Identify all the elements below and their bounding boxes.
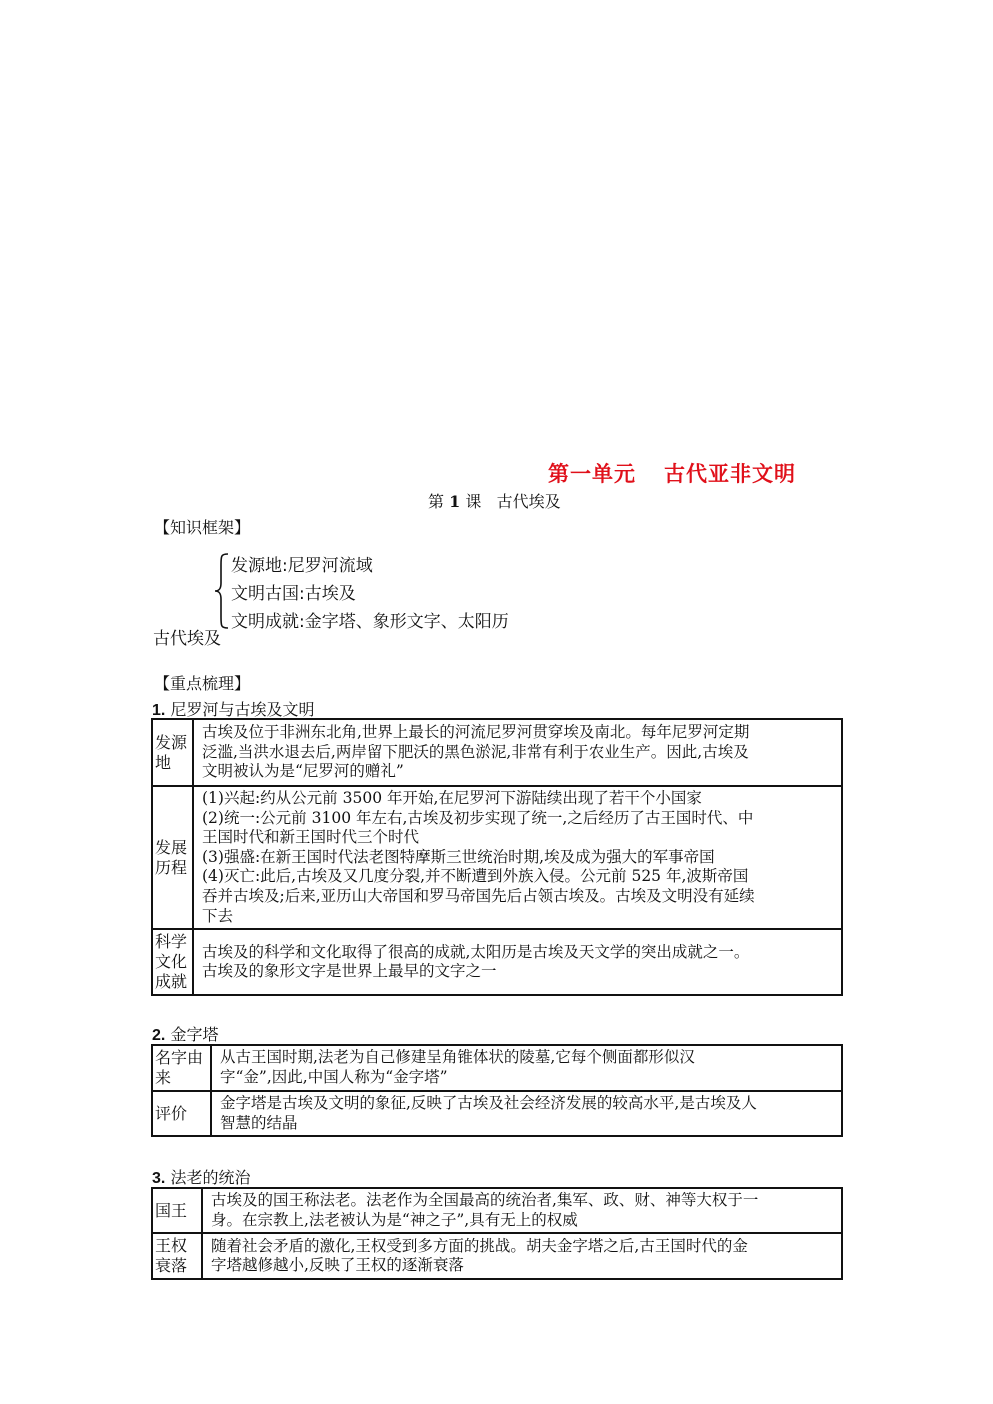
content-line: (1)兴起:约从公元前 3500 年开始,在尼罗河下游陆续出现了若干个小国家: [202, 789, 702, 807]
content-line: 文明被认为是“尼罗河的赠礼”: [202, 762, 404, 781]
row-content: [211, 1091, 842, 1136]
row-label: 发展历程: [152, 786, 193, 929]
key-points-heading: 【重点梳理】: [154, 674, 251, 693]
table-row: [152, 1188, 842, 1233]
content-line: 从古王国时期,法老为自己修建呈角锥体状的陵墓,它每个侧面都形似汉: [220, 1048, 695, 1067]
section3-number: 3.: [152, 1170, 166, 1187]
row-content: [193, 786, 842, 929]
lesson-number: 1: [449, 492, 461, 511]
frame-item-origin: 发源地:尼罗河流域: [231, 556, 373, 576]
row-label: 王权衰落: [152, 1233, 202, 1279]
row-content: [202, 1188, 842, 1233]
section3-heading: [152, 1165, 250, 1188]
content-line: 字塔越修越小,反映了王权的逐渐衰落: [211, 1256, 464, 1275]
section2-number: 2.: [152, 1027, 166, 1044]
section2-heading: [152, 1022, 218, 1045]
content-line: 泛滥,当洪水退去后,两岸留下肥沃的黑色淤泥,非常有利于农业生产。因此,古埃及: [202, 742, 749, 761]
content-line: 下去: [202, 906, 234, 925]
content-line: 金字塔是古埃及文明的象征,反映了古埃及社会经济发展的较高水平,是古埃及人: [220, 1094, 757, 1112]
content-line: 智慧的结晶: [220, 1113, 298, 1132]
row-label: 科学文化成就: [152, 929, 193, 995]
content-line: 吞并古埃及;后来,亚历山大帝国和罗马帝国先后占领古埃及。古埃及文明没有延续: [202, 886, 755, 905]
section2-title: 金字塔: [170, 1025, 219, 1044]
frame-item-civilization: 文明古国:古埃及: [231, 584, 356, 604]
content-line: 王国时代和新王国时代三个时代: [202, 828, 420, 847]
content-line: 字“金”,因此,中国人称为“金字塔”: [220, 1068, 448, 1086]
knowledge-frame-heading: 【知识框架】: [154, 518, 251, 537]
section1-number: 1.: [152, 702, 166, 719]
curly-brace-icon: [214, 553, 230, 629]
lesson-name: 古代埃及: [496, 492, 561, 511]
content-line: 随着社会矛盾的激化,王权受到多方面的挑战。胡夫金字塔之后,古王国时代的金: [211, 1236, 748, 1255]
row-label: 名字由来: [152, 1045, 211, 1091]
unit-title: [548, 458, 796, 488]
section3-table: [151, 1187, 843, 1280]
frame-item-achievements: 文明成就:金字塔、象形文字、太阳历: [231, 612, 509, 632]
row-content: [193, 719, 842, 786]
row-content: [202, 1233, 842, 1279]
table-row: [152, 786, 842, 929]
table-row: [152, 929, 842, 995]
row-label: 评价: [152, 1091, 211, 1136]
row-content: [211, 1045, 842, 1091]
row-label: 国王: [152, 1188, 202, 1233]
row-content: [193, 929, 842, 995]
content-line: 古埃及的科学和文化取得了很高的成就,太阳历是古埃及天文学的突出成就之一。: [202, 942, 750, 961]
table-row: [152, 1045, 842, 1091]
lesson-prefix: 第: [428, 492, 445, 511]
content-line: 古埃及的国王称法老。法老作为全国最高的统治者,集军、政、财、神等大权于一: [211, 1191, 759, 1209]
section1-title: 尼罗河与古埃及文明: [170, 700, 315, 719]
section1-heading: [152, 697, 314, 720]
content-line: (3)强盛:在新王国时代法老图特摩斯三世统治时期,埃及成为强大的军事帝国: [202, 847, 715, 866]
unit-name: 古代亚非文明: [664, 461, 796, 486]
section2-table: [151, 1044, 843, 1137]
lesson-title: [428, 489, 561, 512]
content-line: 古埃及的象形文字是世界上最早的文字之一: [202, 962, 497, 981]
lesson-suffix: 课: [465, 492, 482, 511]
table-row: [152, 719, 842, 786]
content-line: 身。在宗教上,法老被认为是“神之子”,具有无上的权威: [211, 1210, 578, 1229]
content-line: (2)统一:公元前 3100 年左右,古埃及初步实现了统一,之后经历了古王国时代、中: [202, 808, 754, 827]
frame-root: 古代埃及: [153, 629, 221, 649]
unit-number: 第一单元: [548, 461, 636, 486]
table-row: [152, 1233, 842, 1279]
table-row: [152, 1091, 842, 1136]
row-label: 发源地: [152, 719, 193, 786]
section1-table: [151, 718, 843, 996]
section3-title: 法老的统治: [170, 1168, 251, 1187]
content-line: 古埃及位于非洲东北角,世界上最长的河流尼罗河贯穿埃及南北。每年尼罗河定期: [202, 723, 750, 742]
content-line: (4)灭亡:此后,古埃及又几度分裂,并不断遭到外族入侵。公元前 525 年,波斯帝国: [202, 867, 749, 886]
